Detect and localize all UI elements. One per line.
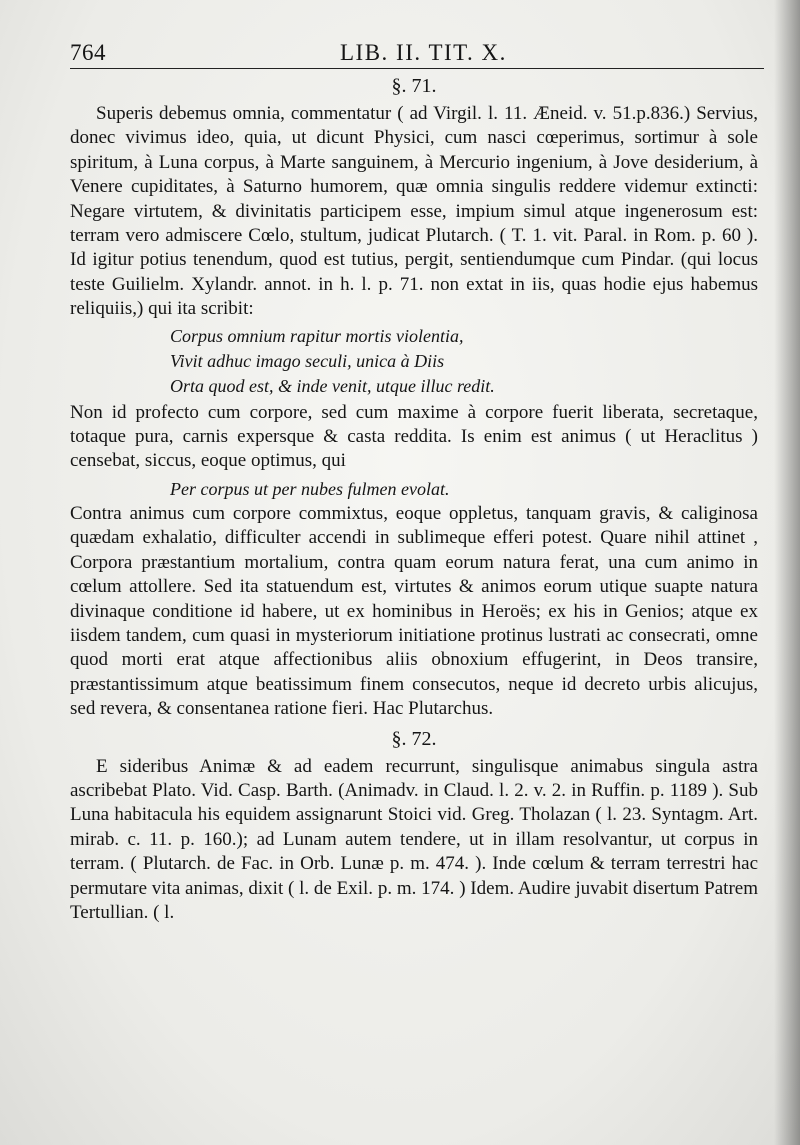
- page-edge-shadow: [774, 0, 800, 1145]
- verse-line-3: Orta quod est, & inde venit, utque illuc redit.: [170, 375, 495, 396]
- section-heading-72: §. 72.: [391, 727, 437, 750]
- verse-quote: [70, 324, 758, 399]
- page-number: 764: [70, 40, 106, 65]
- paragraph-4: E sideribus Animæ & ad eadem recurrunt, singulisque animabus singula astra ascribebat Plato. Vid. Casp. Barth. (Animadv. in Claud. l. 2. v. 2. in Ruffin. p. 1189 ). Sub Luna habitacula his equidem assignarunt Stoici vid. Greg. Tholazan ( l. 23. Syntagm. Art. mirab. c. 11. p. 160.); ad Lunam autem tendere, ut in illam resolvantur, ut corpus in terram. ( Plutarch. de Fac. in Orb. Lunæ p. m. 474. ). Inde cœlum & terram terrestri hac permutare vita animas, dixit ( l. de Exil. p. m. 174. ) Idem. Audire juvabit disertum Patrem Tertullian. ( l.: [70, 755, 758, 923]
- quote-line: Per corpus ut per nubes fulmen evolat.: [170, 478, 450, 499]
- section-heading-71: §. 71.: [391, 75, 437, 97]
- verse-line-1: Corpus omnium rapitur mortis violentia,: [170, 325, 464, 346]
- paragraph-2: Non id profecto cum corpore, sed cum maxime à corpore fuerit liberata, secretaque, totaque pura, carnis expersque & casta reddita. Is enim est animus ( ut Heraclitus ) censebat, siccus, eoque optimus, qui: [70, 401, 758, 472]
- running-head: LIB. II. TIT. X.: [340, 40, 507, 65]
- paragraph-1: Superis debemus omnia, commentatur ( ad Virgil. l. 11. Æneid. v. 51.p.836.) Servius, donec vivimus ideo, quia, ut dicunt Physici, cum nasci cœperimus, sortimur à sole spiritum, à Luna corpus, à Marte sanguinem, à Mercurio ingenium, à Jove desiderium, à Venere cupiditates, à Saturno humorem, quæ omnia singulis reddere videmur extincti: Negare virtutem, & divinitatis participem esse, impium simul atque ingenerosum est: terram vero admiscere Cœlo, stultum, judicat Plutarch. ( T. 1. vit. Paral. in Rom. p. 60 ). Id igitur potius tenendum, quod est tutius, pergit, sentiendumque cum Pindar. (qui locus teste Guilielm. Xylandr. annot. in h. l. p. 71. non extat in iis, quas hodie ejus habemus reliquiis,) qui ita scribit:: [70, 103, 758, 320]
- paragraph-3: Contra animus cum corpore commixtus, eoque oppletus, tanquam gravis, & caliginosa quædam exhalatio, difficulter accendi in sublimeque efferi potest. Quare nihil attinet , Corpora præstantium mortalium, contra quam eorum natura ferat, una cum animo in cœlum attollere. Sed ita statuendum est, virtutes & animos eorum utique suapte natura divinaque conditione id habere, ut ex hominibus in Heroës; ex his in Genios; atque ex iisdem tandem, cum quasi in mysteriorum initiatione protinus lustrati ac consecrati, omne quod morti erat atque affectionibus aliis obnoxium effugerint, in Deos transire, præstantissimum atque beatissimum finem consecutos, neque id decreto urbis alicujus, sed revera, & consentanea ratione fieri. Hac Plutarchus.: [70, 502, 758, 720]
- verse-line-2: Vivit adhuc imago seculi, unica à Diis: [170, 350, 445, 371]
- page-header: [70, 34, 764, 69]
